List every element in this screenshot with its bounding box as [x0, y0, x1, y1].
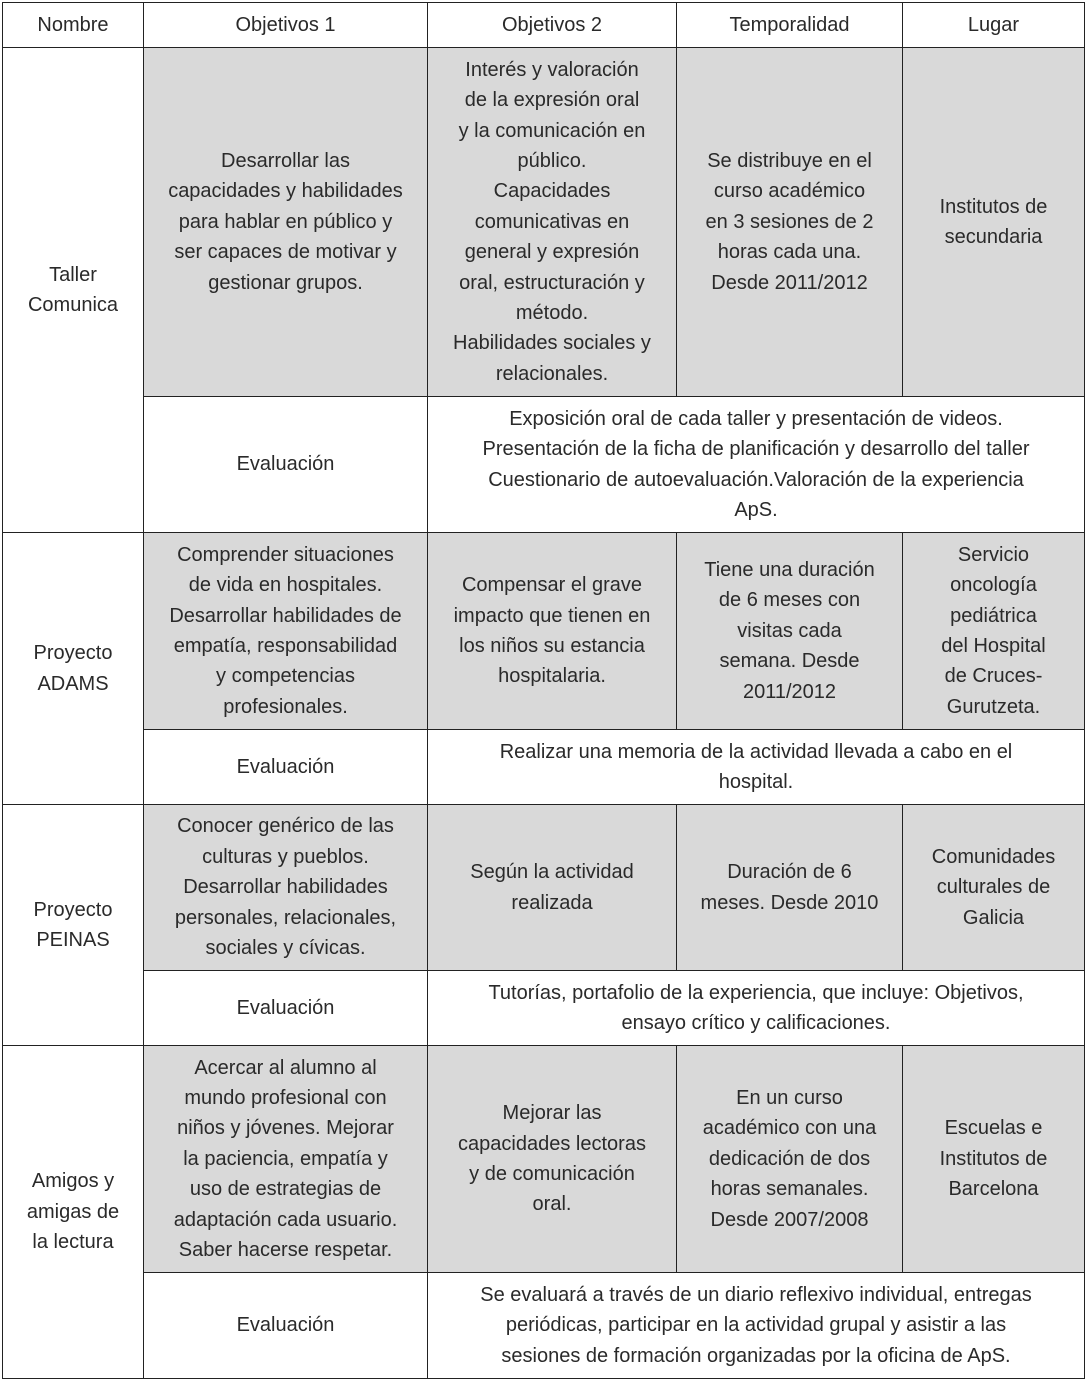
evaluacion-text: Tutorías, portafolio de la experiencia, que incluye: Objetivos, ensayo crítico y calificaciones.	[428, 971, 1085, 1046]
header-row	[3, 3, 1085, 48]
temporalidad-cell: Tiene una duración de 6 meses con visitas cada semana. Desde 2011/2012	[677, 533, 903, 730]
evaluation-row	[3, 1273, 1085, 1379]
lugar-cell: Escuelas e Institutos de Barcelona	[903, 1046, 1085, 1273]
header-nombre: Nombre	[3, 3, 144, 48]
evaluation-row	[3, 730, 1085, 805]
evaluation-row	[3, 397, 1085, 533]
projects-table	[2, 2, 1085, 1379]
project-name: Taller Comunica	[3, 48, 144, 533]
header-lugar: Lugar	[903, 3, 1085, 48]
objetivos-1-cell: Comprender situaciones de vida en hospitales. Desarrollar habilidades de empatía, responsabilidad y competencias profesionales.	[144, 533, 428, 730]
lugar-cell: Institutos de secundaria	[903, 48, 1085, 397]
project-name: Amigos y amigas de la lectura	[3, 1046, 144, 1379]
evaluacion-text: Se evaluará a través de un diario reflexivo individual, entregas periódicas, participar en la actividad grupal y asistir a las sesiones de formación organizadas por la oficina de ApS.	[428, 1273, 1085, 1379]
evaluacion-label: Evaluación	[144, 1273, 428, 1379]
project-name: Proyecto PEINAS	[3, 805, 144, 1046]
evaluacion-label: Evaluación	[144, 397, 428, 533]
temporalidad-cell: Duración de 6 meses. Desde 2010	[677, 805, 903, 971]
objetivos-2-cell: Interés y valoración de la expresión oral y la comunicación en público. Capacidades comunicativas en general y expresión oral, estructuración y método. Habilidades sociales y relacionales.	[428, 48, 677, 397]
temporalidad-cell: Se distribuye en el curso académico en 3 sesiones de 2 horas cada una. Desde 2011/2012	[677, 48, 903, 397]
objetivos-1-cell: Acercar al alumno al mundo profesional con niños y jóvenes. Mejorar la paciencia, empatía y uso de estrategias de adaptación cada usuario. Saber hacerse respetar.	[144, 1046, 428, 1273]
evaluacion-text: Realizar una memoria de la actividad llevada a cabo en el hospital.	[428, 730, 1085, 805]
table-row	[3, 48, 1085, 397]
objetivos-2-cell: Mejorar las capacidades lectoras y de comunicación oral.	[428, 1046, 677, 1273]
temporalidad-cell: En un curso académico con una dedicación de dos horas semanales. Desde 2007/2008	[677, 1046, 903, 1273]
evaluacion-label: Evaluación	[144, 730, 428, 805]
objetivos-1-cell: Desarrollar las capacidades y habilidades para hablar en público y ser capaces de motivar y gestionar grupos.	[144, 48, 428, 397]
header-objetivos-1: Objetivos 1	[144, 3, 428, 48]
table-row	[3, 805, 1085, 971]
header-objetivos-2: Objetivos 2	[428, 3, 677, 48]
objetivos-2-cell: Compensar el grave impacto que tienen en los niños su estancia hospitalaria.	[428, 533, 677, 730]
project-name: Proyecto ADAMS	[3, 533, 144, 805]
objetivos-1-cell: Conocer genérico de las culturas y pueblos. Desarrollar habilidades personales, relacionales, sociales y cívicas.	[144, 805, 428, 971]
lugar-cell: Comunidades culturales de Galicia	[903, 805, 1085, 971]
header-temporalidad: Temporalidad	[677, 3, 903, 48]
evaluacion-text: Exposición oral de cada taller y presentación de videos. Presentación de la ficha de planificación y desarrollo del taller Cuestionario de autoevaluación.Valoración de la experiencia ApS.	[428, 397, 1085, 533]
table-row	[3, 1046, 1085, 1273]
evaluation-row	[3, 971, 1085, 1046]
objetivos-2-cell: Según la actividad realizada	[428, 805, 677, 971]
lugar-cell: Servicio oncología pediátrica del Hospital de Cruces- Gurutzeta.	[903, 533, 1085, 730]
table-row	[3, 533, 1085, 730]
evaluacion-label: Evaluación	[144, 971, 428, 1046]
